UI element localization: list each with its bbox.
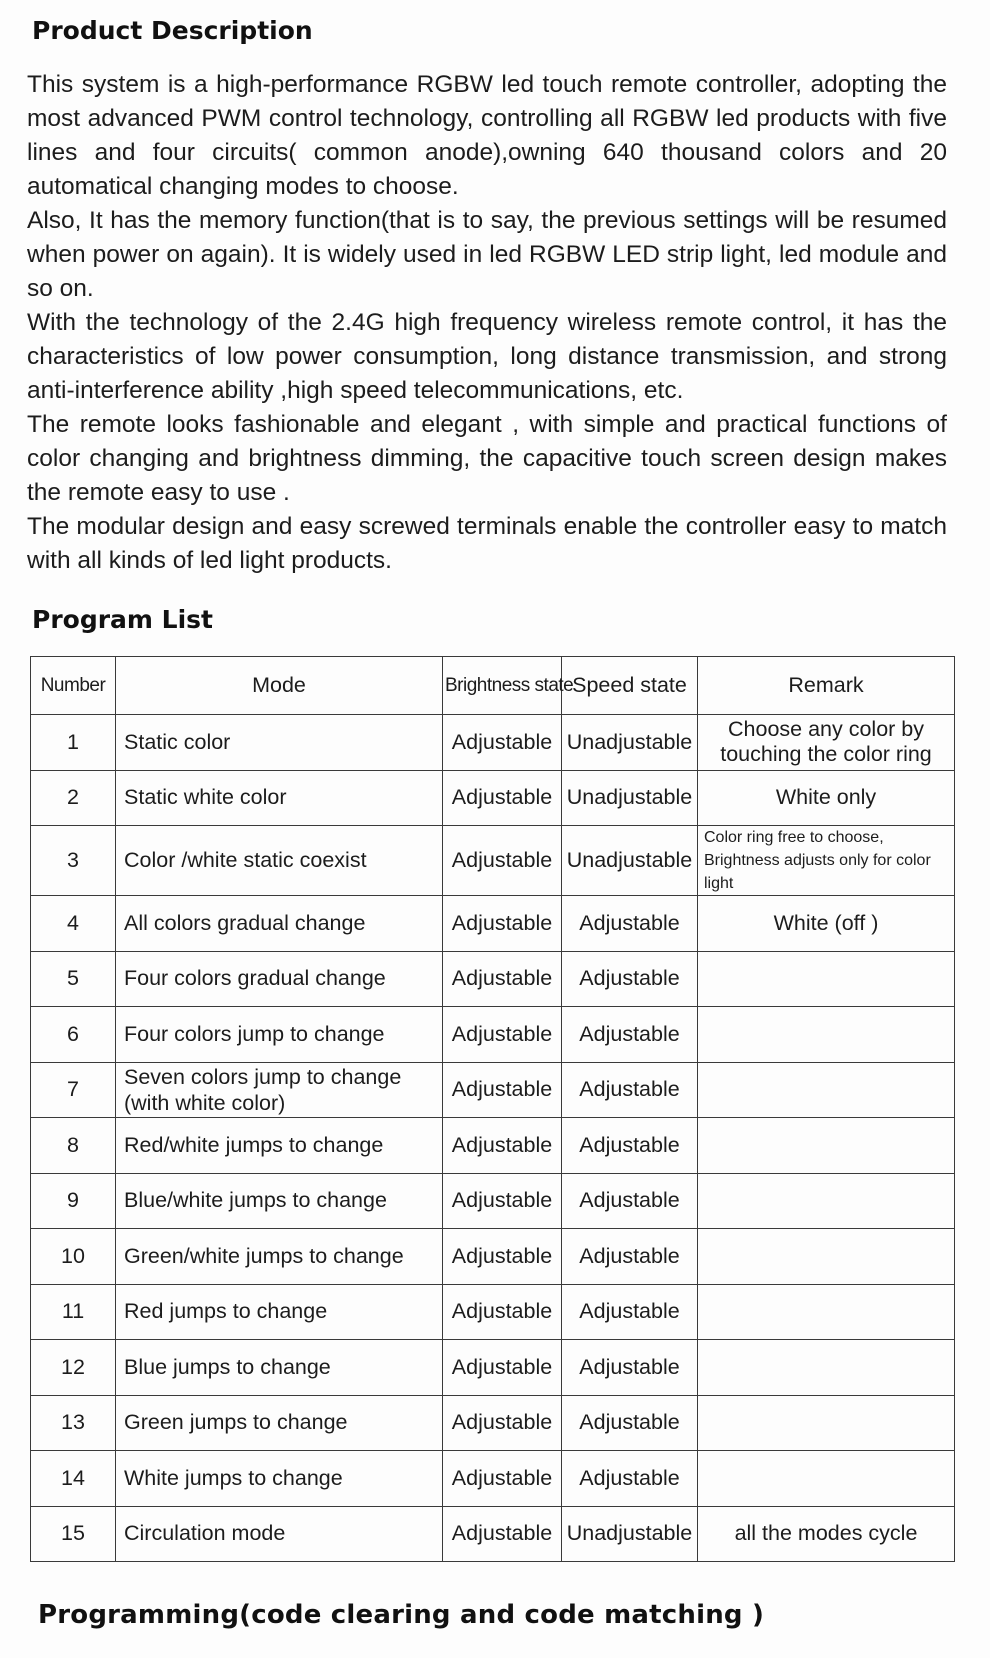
- row-mode: Four colors jump to change: [116, 1007, 443, 1063]
- product-description-body: [27, 68, 947, 578]
- program-list-heading: Program List: [32, 605, 214, 634]
- remark-line: Color ring free to choose,: [704, 829, 884, 846]
- row-number: 4: [31, 896, 116, 952]
- row-remark: [698, 1118, 955, 1174]
- row-brightness: Adjustable: [443, 1284, 562, 1340]
- description-paragraph: The remote looks fashionable and elegant , with simple and practical functions of color changing and brightness dimming, the capacitive touch screen design makes the remote easy to use .: [27, 411, 947, 506]
- row-brightness: Adjustable: [443, 1062, 562, 1118]
- row-mode: White jumps to change: [116, 1451, 443, 1507]
- table-row: [31, 1062, 955, 1118]
- table-row: [31, 715, 955, 771]
- row-brightness: Adjustable: [443, 1506, 562, 1562]
- row-mode: Blue/white jumps to change: [116, 1173, 443, 1229]
- row-speed: Adjustable: [562, 1173, 698, 1229]
- row-mode: Green/white jumps to change: [116, 1229, 443, 1285]
- row-remark: [698, 1229, 955, 1285]
- description-paragraph: The modular design and easy screwed terminals enable the controller easy to match with all kinds of led light products.: [27, 513, 947, 574]
- header-speed-state: Speed state: [562, 657, 698, 715]
- row-speed: Unadjustable: [562, 770, 698, 826]
- row-remark: White only: [698, 770, 955, 826]
- program-list-table: [30, 656, 955, 1562]
- row-brightness: Adjustable: [443, 896, 562, 952]
- row-speed: Adjustable: [562, 896, 698, 952]
- row-mode: All colors gradual change: [116, 896, 443, 952]
- table-header-row: [31, 657, 955, 715]
- mode-line: Seven colors jump to change: [124, 1064, 402, 1089]
- remark-line: Brightness adjusts only for color light: [704, 852, 931, 892]
- row-number: 15: [31, 1506, 116, 1562]
- table-row: [31, 1007, 955, 1063]
- row-speed: Adjustable: [562, 1062, 698, 1118]
- row-mode: Static color: [116, 715, 443, 771]
- table-row: [31, 951, 955, 1007]
- row-remark: [698, 1173, 955, 1229]
- row-speed: Unadjustable: [562, 715, 698, 771]
- table-row: [31, 1340, 955, 1396]
- table-row: [31, 1118, 955, 1174]
- row-brightness: Adjustable: [443, 951, 562, 1007]
- row-mode: Red jumps to change: [116, 1284, 443, 1340]
- row-speed: Adjustable: [562, 1451, 698, 1507]
- row-mode: Blue jumps to change: [116, 1340, 443, 1396]
- row-number: 3: [31, 826, 116, 896]
- table-row: [31, 1395, 955, 1451]
- row-remark: [698, 1062, 955, 1118]
- row-mode: Four colors gradual change: [116, 951, 443, 1007]
- row-number: 13: [31, 1395, 116, 1451]
- table-row: [31, 896, 955, 952]
- row-number: 1: [31, 715, 116, 771]
- row-speed: Adjustable: [562, 1118, 698, 1174]
- row-number: 6: [31, 1007, 116, 1063]
- row-speed: Adjustable: [562, 1340, 698, 1396]
- row-mode: Circulation mode: [116, 1506, 443, 1562]
- row-number: 2: [31, 770, 116, 826]
- row-remark: [698, 826, 955, 896]
- header-remark: Remark: [698, 657, 955, 715]
- row-number: 10: [31, 1229, 116, 1285]
- table-row: [31, 1451, 955, 1507]
- row-brightness: Adjustable: [443, 1173, 562, 1229]
- row-remark: [698, 1395, 955, 1451]
- row-brightness: Adjustable: [443, 826, 562, 896]
- row-brightness: Adjustable: [443, 1340, 562, 1396]
- row-brightness: Adjustable: [443, 715, 562, 771]
- header-brightness-state: Brightness state: [443, 657, 562, 715]
- table-row: [31, 1173, 955, 1229]
- row-remark: [698, 1284, 955, 1340]
- row-speed: Adjustable: [562, 1284, 698, 1340]
- row-mode: [116, 1062, 443, 1118]
- row-speed: Adjustable: [562, 1007, 698, 1063]
- row-mode: Color /white static coexist: [116, 826, 443, 896]
- row-speed: Adjustable: [562, 951, 698, 1007]
- row-brightness: Adjustable: [443, 770, 562, 826]
- table-row: [31, 1229, 955, 1285]
- row-brightness: Adjustable: [443, 1395, 562, 1451]
- row-number: 5: [31, 951, 116, 1007]
- row-remark: [698, 1007, 955, 1063]
- row-brightness: Adjustable: [443, 1007, 562, 1063]
- row-mode: Green jumps to change: [116, 1395, 443, 1451]
- row-mode: Static white color: [116, 770, 443, 826]
- row-brightness: Adjustable: [443, 1451, 562, 1507]
- row-speed: Unadjustable: [562, 1506, 698, 1562]
- row-brightness: Adjustable: [443, 1118, 562, 1174]
- row-brightness: Adjustable: [443, 1229, 562, 1285]
- row-number: 9: [31, 1173, 116, 1229]
- description-paragraph: Also, It has the memory function(that is to say, the previous settings will be resumed when power on again). It is widely used in led RGBW LED strip light, led module and so on.: [27, 207, 947, 302]
- row-speed: Adjustable: [562, 1229, 698, 1285]
- row-speed: Adjustable: [562, 1395, 698, 1451]
- description-paragraph: This system is a high-performance RGBW led touch remote controller, adopting the most advanced PWM control technology, controlling all RGBW led products with five lines and four circuits( common anode),owning 640 thousand colors and 20 automatical changing modes to choose.: [27, 71, 947, 200]
- row-number: 7: [31, 1062, 116, 1118]
- row-number: 14: [31, 1451, 116, 1507]
- table-row: [31, 826, 955, 896]
- row-remark: [698, 1340, 955, 1396]
- product-description-heading: Product Description: [32, 16, 313, 45]
- row-number: 12: [31, 1340, 116, 1396]
- row-remark: White (off ): [698, 896, 955, 952]
- header-number: Number: [31, 657, 116, 715]
- mode-line: (with white color): [124, 1090, 286, 1115]
- programming-heading: Programming(code clearing and code matching ): [38, 1600, 765, 1630]
- table-row: [31, 1506, 955, 1562]
- row-remark: [698, 1451, 955, 1507]
- row-number: 11: [31, 1284, 116, 1340]
- table-row: [31, 770, 955, 826]
- row-mode: Red/white jumps to change: [116, 1118, 443, 1174]
- row-speed: Unadjustable: [562, 826, 698, 896]
- row-remark: all the modes cycle: [698, 1506, 955, 1562]
- row-remark: [698, 951, 955, 1007]
- description-paragraph: With the technology of the 2.4G high frequency wireless remote control, it has the characteristics of low power consumption, long distance transmission, and strong anti-interference ability ,high speed telecommunications, etc.: [27, 309, 947, 404]
- header-mode: Mode: [116, 657, 443, 715]
- table-row: [31, 1284, 955, 1340]
- row-remark: Choose any color by touching the color ring: [698, 715, 955, 771]
- row-number: 8: [31, 1118, 116, 1174]
